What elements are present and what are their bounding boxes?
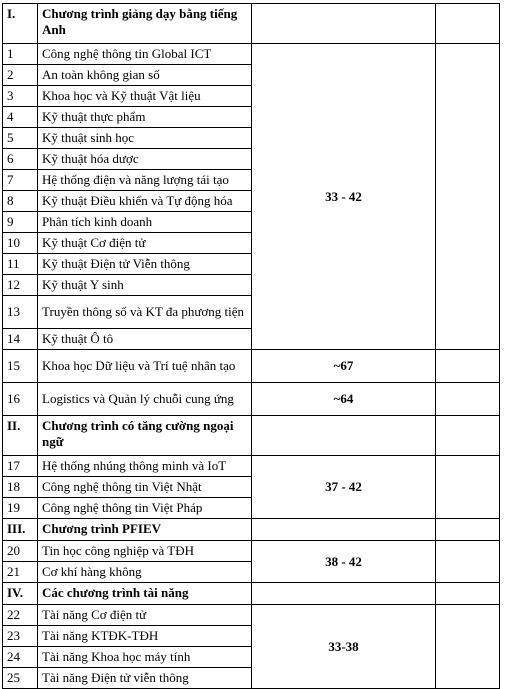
section-row <box>3 519 500 541</box>
empty-cell <box>252 4 436 44</box>
table-row <box>3 541 500 562</box>
row-number: 7 <box>3 170 38 191</box>
empty-cell <box>436 541 500 583</box>
empty-cell <box>436 4 500 44</box>
score-cell: 33 - 42 <box>252 44 436 350</box>
program-name: Kỹ thuật Ô tô <box>38 329 252 350</box>
empty-cell <box>436 383 500 416</box>
empty-cell <box>436 583 500 605</box>
program-name: Kỹ thuật Điện tử Viễn thông <box>38 254 252 275</box>
table-body <box>3 4 500 689</box>
section-title: Chương trình PFIEV <box>38 519 252 541</box>
program-name: An toàn không gian số <box>38 65 252 86</box>
table-row <box>3 44 500 65</box>
program-name: Tài năng KTĐK-TĐH <box>38 626 252 647</box>
program-name: Tin học công nghiệp và TĐH <box>38 541 252 562</box>
section-label: II. <box>3 416 38 456</box>
row-number: 25 <box>3 668 38 689</box>
empty-cell <box>436 519 500 541</box>
section-label: III. <box>3 519 38 541</box>
program-name: Kỹ thuật Cơ điện tử <box>38 233 252 254</box>
score-cell: 38 - 42 <box>252 541 436 583</box>
program-name: Hệ thống điện và năng lượng tái tạo <box>38 170 252 191</box>
row-number: 2 <box>3 65 38 86</box>
row-number: 6 <box>3 149 38 170</box>
program-name: Công nghệ thông tin Global ICT <box>38 44 252 65</box>
empty-cell <box>436 456 500 519</box>
empty-cell <box>252 416 436 456</box>
program-name: Kỹ thuật hóa dược <box>38 149 252 170</box>
program-name: Logistics và Quản lý chuỗi cung ứng <box>38 383 252 416</box>
program-name: Khoa học và Kỹ thuật Vật liệu <box>38 86 252 107</box>
table-row <box>3 456 500 477</box>
empty-cell <box>436 605 500 689</box>
program-name: Kỹ thuật Y sinh <box>38 275 252 296</box>
row-number: 16 <box>3 383 38 416</box>
program-name: Kỹ thuật thực phẩm <box>38 107 252 128</box>
row-number: 23 <box>3 626 38 647</box>
program-name: Tài năng Điện tử viễn thông <box>38 668 252 689</box>
section-title: Các chương trình tài năng <box>38 583 252 605</box>
row-number: 21 <box>3 562 38 583</box>
row-number: 9 <box>3 212 38 233</box>
program-name: Kỹ thuật Điều khiển và Tự động hóa <box>38 191 252 212</box>
admission-score-table <box>2 3 500 689</box>
program-name: Công nghệ thông tin Việt Pháp <box>38 498 252 519</box>
program-name: Truyền thông số và KT đa phương tiện <box>38 296 252 329</box>
score-cell: 33-38 <box>252 605 436 689</box>
program-name: Cơ khí hàng không <box>38 562 252 583</box>
row-number: 14 <box>3 329 38 350</box>
row-number: 4 <box>3 107 38 128</box>
section-row <box>3 416 500 456</box>
table-row <box>3 350 500 383</box>
program-name: Tài năng Khoa học máy tính <box>38 647 252 668</box>
section-row <box>3 583 500 605</box>
program-name: Khoa học Dữ liệu và Trí tuệ nhân tạo <box>38 350 252 383</box>
empty-cell <box>252 583 436 605</box>
row-number: 11 <box>3 254 38 275</box>
empty-cell <box>436 416 500 456</box>
row-number: 3 <box>3 86 38 107</box>
section-label: IV. <box>3 583 38 605</box>
program-name: Hệ thống nhúng thông minh và IoT <box>38 456 252 477</box>
score-cell: ~64 <box>252 383 436 416</box>
section-title: Chương trình giảng dạy bằng tiếng Anh <box>38 4 252 44</box>
row-number: 20 <box>3 541 38 562</box>
row-number: 8 <box>3 191 38 212</box>
row-number: 1 <box>3 44 38 65</box>
empty-cell <box>436 350 500 383</box>
row-number: 19 <box>3 498 38 519</box>
row-number: 10 <box>3 233 38 254</box>
row-number: 13 <box>3 296 38 329</box>
program-name: Công nghệ thông tin Việt Nhật <box>38 477 252 498</box>
row-number: 12 <box>3 275 38 296</box>
score-cell: 37 - 42 <box>252 456 436 519</box>
empty-cell <box>252 519 436 541</box>
row-number: 5 <box>3 128 38 149</box>
row-number: 22 <box>3 605 38 626</box>
empty-cell <box>436 44 500 350</box>
program-name: Kỹ thuật sinh học <box>38 128 252 149</box>
program-name: Phân tích kinh doanh <box>38 212 252 233</box>
row-number: 18 <box>3 477 38 498</box>
table-row <box>3 383 500 416</box>
section-title: Chương trình có tăng cường ngoại ngữ <box>38 416 252 456</box>
table-row <box>3 605 500 626</box>
row-number: 24 <box>3 647 38 668</box>
score-cell: ~67 <box>252 350 436 383</box>
program-name: Tài năng Cơ điện tử <box>38 605 252 626</box>
section-label: I. <box>3 4 38 44</box>
section-row <box>3 4 500 44</box>
row-number: 15 <box>3 350 38 383</box>
row-number: 17 <box>3 456 38 477</box>
